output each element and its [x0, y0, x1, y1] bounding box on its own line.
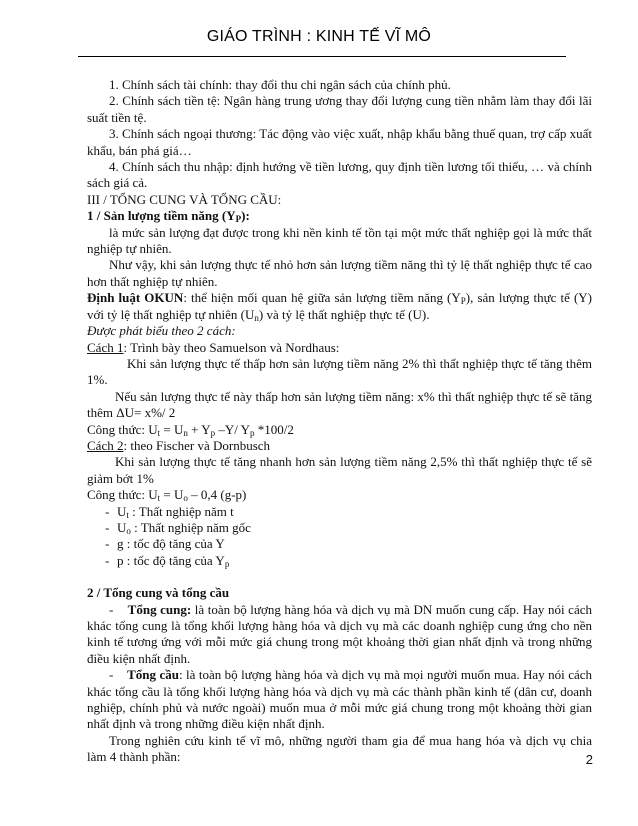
b2-b: : Thất nghiệp năm gốc — [130, 519, 251, 535]
f1-c: + Y — [187, 421, 211, 437]
potential-output-note: Như vậy, khi sản lượng thực tế nhỏ hơn sản lượng tiềm năng thì tỷ lệ thất nghiệp thực tế cao hơn thất nghiệp tự nhiên. — [87, 257, 592, 289]
policy-item-1: 1. Chính sách tài chính: thay đổi thu chi ngân sách của chính phủ. — [109, 77, 451, 92]
page-body — [87, 77, 592, 766]
okun-sub-p: P — [460, 296, 466, 307]
okun-text-b: ), sản lượng thực tế (Y) với tỷ lệ thất nghiệp tự nhiên (U — [87, 290, 592, 322]
policy-item-3: 3. Chính sách ngoại thương: Tác động vào việc xuất, nhập khẩu bằng thuế quan, trợ cấp xuất khẩu, bán phá giá… — [87, 126, 592, 158]
dash-4: - — [105, 552, 110, 568]
f1-a: Công thức: U — [87, 421, 158, 437]
aggregate-demand-text: : là toàn bộ lượng hàng hóa và dịch vụ mà mọi người muốn mua. Hay nói cách khác tổng cầu là tổng khối lượng hàng hóa và dịch vụ mà các thành phần kinh tế (dân cư, doanh nghiệp, chính phủ và nước ngoài) muốn mua ở mỗi mức giá chung trong một khoảng thời gian nhất định và trong những điều kiện nhất định. — [87, 667, 592, 732]
two-ways-label: Được phát biểu theo 2 cách: — [87, 323, 236, 339]
subsection-heading-2: 2 / Tổng cung và tổng cầu — [87, 585, 230, 601]
f2-s1: t — [157, 493, 161, 504]
method-2-text: : theo Fischer và Dornbusch — [123, 437, 271, 453]
policy-item-2: 2. Chính sách tiền tệ: Ngân hàng trung ương thay đổi lượng cung tiền nhằm làm thay đổi lãi suất tiền tệ. — [87, 93, 592, 125]
section-heading-3: III / TỔNG CUNG VÀ TỔNG CẦU: — [87, 191, 282, 207]
b3: g : tốc độ tăng của Y — [117, 536, 225, 552]
tc-dash: - — [109, 601, 114, 617]
subsection-heading-1-a: 1 / Sản lượng tiềm năng (Y — [87, 208, 236, 224]
okun-sub-n: n — [254, 312, 259, 323]
aggregate-supply-term: Tổng cung: — [127, 601, 192, 617]
page-number: 2 — [585, 752, 593, 767]
b1-s: t — [126, 509, 129, 520]
subsection-heading-1-b: ): — [241, 208, 250, 224]
f2-s2: o — [183, 493, 188, 504]
f1-d: –Y/ Y — [215, 421, 251, 437]
f1-s3: p — [210, 427, 216, 438]
closing-paragraph: Trong nghiên cứu kinh tế vĩ mô, những người tham gia để mua hang hóa và dịch vụ chia làm 4 thành phần: — [87, 732, 592, 765]
td-dash: - — [109, 667, 114, 683]
b4-a: p : tốc độ tăng của Y — [117, 552, 225, 568]
subsection-heading-1 — [87, 208, 592, 224]
dash-2: - — [105, 519, 110, 535]
header-divider — [78, 56, 566, 57]
b1-b: : Thất nghiệp năm t — [128, 503, 234, 519]
okun-law-term: Định luật OKUN — [87, 290, 184, 306]
b1-a: U — [117, 503, 127, 519]
method-2-label: Cách 2 — [87, 437, 124, 453]
method-2-heading — [87, 438, 592, 454]
method-1-label: Cách 1 — [87, 339, 124, 355]
subsection-heading-1-sub: P — [235, 214, 242, 225]
f2-b: = U — [160, 487, 184, 503]
f1-s4: p — [250, 427, 255, 438]
potential-output-definition: là mức sản lượng đạt được trong khi nền kinh tế tồn tại một mức thất nghiệp gọi là mức thất nghiệp tự nhiên. — [87, 224, 592, 257]
formula-1 — [87, 422, 592, 438]
variable-item-ut — [87, 504, 592, 520]
spacer — [87, 569, 592, 585]
f1-b: = U — [160, 421, 184, 437]
f1-e: *100/2 — [254, 421, 294, 437]
dash-1: - — [105, 503, 110, 519]
variable-item-uo — [87, 520, 592, 536]
policy-item-4: 4. Chính sách thu nhập: định hướng về tiền lương, quy định tiền lương tối thiểu, … và chính sách giá cả. — [87, 159, 592, 191]
variable-item-g — [87, 536, 592, 552]
aggregate-supply-paragraph — [87, 602, 592, 668]
f1-s2: n — [183, 427, 188, 438]
b2-a: U — [117, 519, 127, 535]
method-1-general: Nếu sản lượng thực tế này thấp hơn sản lượng tiềm năng: x% thì thất nghiệp thực tế sẽ tăng thêm ΔU= x%/ 2 — [87, 388, 592, 421]
f1-s1: t — [157, 427, 161, 438]
method-1-text: : Trình bày theo Samuelson và Nordhaus: — [123, 339, 340, 355]
page-header: GIÁO TRÌNH : KINH TẾ VĨ MÔ — [206, 28, 432, 45]
okun-text-a: : thể hiện mối quan hệ giữa sản lượng tiềm năng (Y — [183, 290, 461, 306]
method-1-statement: Khi sản lượng thực tế thấp hơn sản lượng tiềm năng 2% thì thất nghiệp thực tế tăng thêm 1%. — [87, 355, 592, 388]
okun-law-paragraph — [87, 290, 592, 323]
aggregate-demand-term: Tổng cầu — [127, 667, 179, 683]
aggregate-supply-text: là toàn bộ lượng hàng hóa và dịch vụ mà DN muốn cung cấp. Hay nói cách khác tổng cung là tổng khối lượng hàng hóa và dịch vụ mà các doanh nghiệp cung ứng cho nền kinh tế tương ứng với mỗi mức giá chung trong một khoảng thời gian nhất định và trong những điều kiện nhất định. — [87, 601, 592, 666]
variable-item-p — [87, 553, 592, 569]
aggregate-demand-paragraph — [87, 667, 592, 733]
formula-2 — [87, 487, 592, 503]
method-2-statement: Khi sản lượng thực tế tăng nhanh hơn sản lượng tiềm năng 2,5% thì thất nghiệp thực tế sẽ giảm bớt 1% — [87, 454, 592, 486]
f2-c: – 0,4 (g-p) — [187, 487, 247, 503]
method-1-heading — [87, 340, 592, 356]
b4-s: p — [224, 558, 230, 569]
f2-a: Công thức: U — [87, 487, 158, 503]
okun-text-c: ) và tỷ lệ thất nghiệp thực tế (U). — [258, 306, 430, 322]
b2-s: o — [126, 525, 131, 536]
dash-3: - — [105, 536, 110, 552]
